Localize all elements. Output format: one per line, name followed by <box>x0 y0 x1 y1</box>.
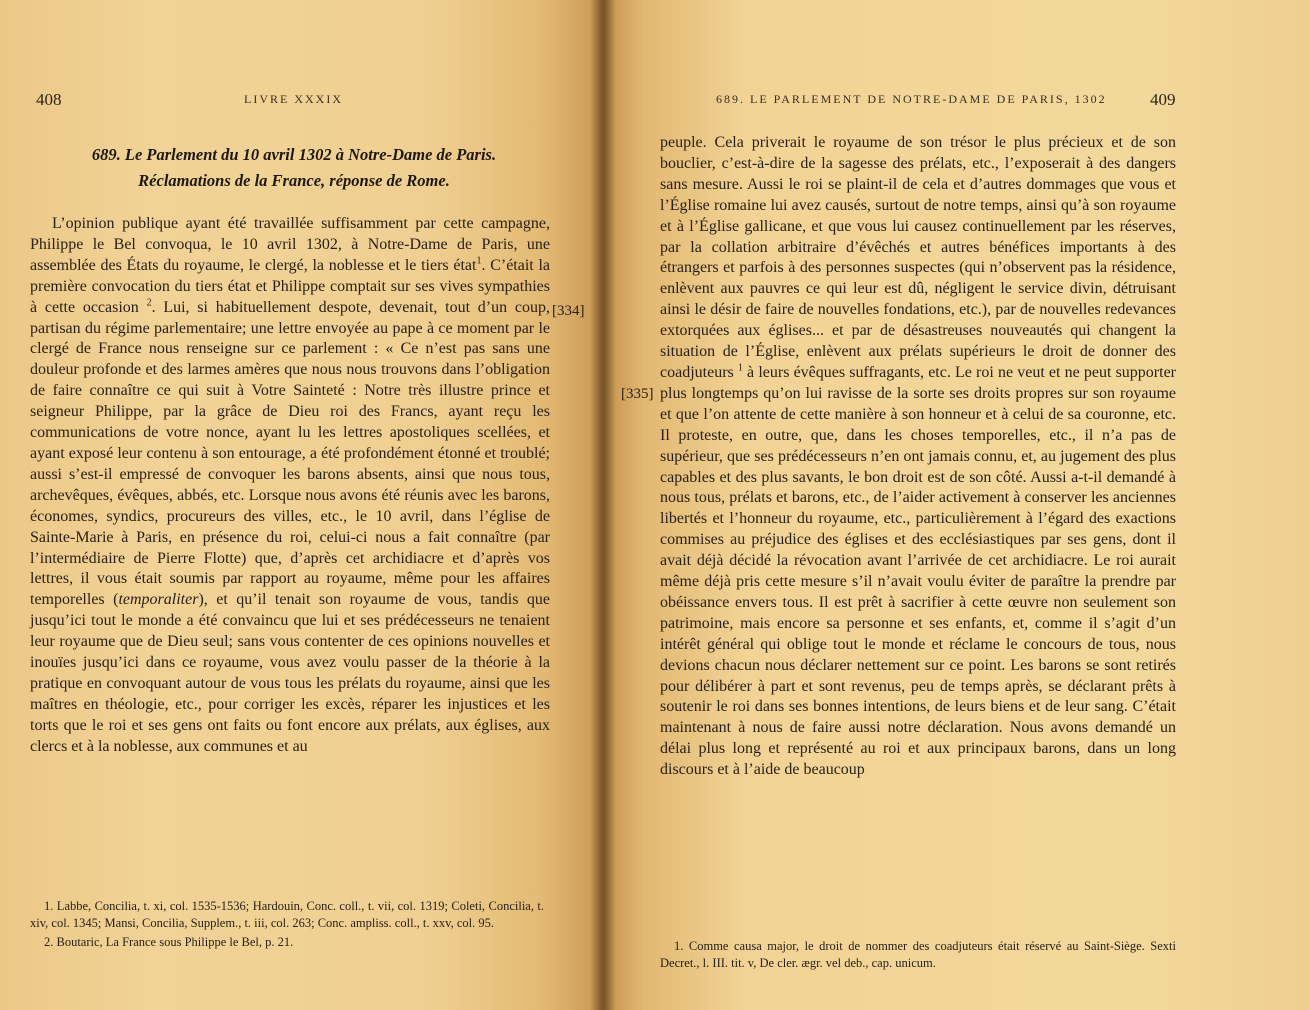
right-footnotes <box>660 938 1176 972</box>
left-body-part2: . C’était la première convocation du tiers état et Philippe comptait sur ses vives sympathies à cette occasion <box>30 256 551 316</box>
right-body-part1: peuple. Cela priverait le royaume de son trésor le plus précieux et de son bouclier, c’est-à-dire de la sagesse des prélats, etc., l’exposerait à des dangers sans mesure. Aussi le roi se plaint-il de cela et d’autres dommages que vous et l’Église romaine lui avez causés, surtout de notre temps, ainsi qu’à son royaume et à l’Église gallicane, et que vous lui causez continuellement par les réserves, par la collation arbitraire d’évêchés et autres bénéfices importants à des étrangers et parfois à des personnes suspectes (qui n’observent pas la résidence, enlèvent aux pauvres ce qui leur est dû, négligent le service divin, détruisant ainsi le désir de faire de nouvelles fondations, etc.), par de nouvelles redevances extorquées aux églises... et par de désastreuses nouveautés qui changent la situation de l’Église, enlèvent aux prélats supérieurs le droit de donner des coadjuteurs <box>660 134 1176 381</box>
right-page-number: 409 <box>1150 90 1176 109</box>
left-body-part1: L’opinion publique ayant été travaillée suffisamment par cette campagne, Philippe le Bel convoqua, le 10 avril 1302, à Notre-Dame de Paris, une assemblée des États du royaume, le clergé, la noblesse et le tiers état <box>30 215 550 274</box>
footnote-2: 2. Boutaric, La France sous Philippe le Bel, p. 21. <box>44 935 294 949</box>
margin-marker-335: [335] <box>621 386 654 402</box>
left-body-text <box>30 214 550 758</box>
left-running-head: LIVRE XXXIX <box>244 92 343 106</box>
right-body-text <box>660 133 1176 781</box>
left-page-number: 408 <box>36 90 62 109</box>
right-body-part2: à leurs évêques suffragants, etc. Le roi ne veut et ne peut supporter plus longtemps qu’on lui ravisse de la sorte ses droits propres sur son royaume et que l’on attente de cette manière à son honneur et à celui de sa couronne, etc. Il proteste, en outre, que, dans les choses temporelles, etc., il n’a pas de supérieur, que ses prédécesseurs n’en ont jamais connu, et, au jugement des plus capables et des plus savants, le bon droit est de son côté. Aussi a-t-il demandé à nous tous, prélats et barons, etc., de l’aider activement à conserver les anciennes libertés et l’honneur du royaume, etc., particulièrement à l’égard des exactions commises au préjudice des églises et des ecclésiastiques par ses gens, dont il avait déjà décidé la révocation avant l’arrivée de cet archidiacre. Le roi aurait même déjà pris cette mesure s’il n’avait voulu éviter de paraître la prendre par obéissance envers tous. Il est prêt à sacrifier à cette œuvre non seulement son patrimoine, mais encore sa personne et ses enfants, et, comme il s’agit d’un intérêt général qui oblige tout le monde et réclame le concours de tous, nous devions chacun nous déclarer nettement sur ce point. Les barons se sont retirés pour délibérer à part et sont revenus, peu de temps après, se déclarant prêts à soutenir le roi dans ses bonnes intentions, de leurs biens et de leur sang. C’était maintenant à nous de faire aussi notre déclaration. Nous avons demandé un délai plus long et représenté au roi et aux principaux barons, dans un long discours et à l’aide de beaucoup <box>660 363 1176 779</box>
section-title <box>36 142 552 194</box>
left-paragraph <box>30 214 550 758</box>
right-paragraph <box>660 133 1176 781</box>
margin-marker-334: [334] <box>552 303 585 319</box>
left-body-part4: ), et qu’il tenait son royaume de vous, tandis que jusqu’ici tout le monde a été convaincu que lui et ses prédécesseurs ne tenaient leur royaume que de Dieu seul; sans vous contenter de ces opinions nouvelles et inouïes jusqu’ici dans ce royaume, vous avez voulu passer de la théorie à la pratique en convoquant autour de vous tous les prélats du royaume, ainsi que les maîtres en théologie, etc., pour corriger les excès, réparer les injustices et les torts que le roi et ses gens ont faits ou font encore aux prélats, aux églises, aux clercs et à la noblesse, aux communes et au <box>30 591 551 755</box>
left-footnotes <box>30 898 544 951</box>
left-body-italic: temporaliter <box>118 591 199 609</box>
right-running-head: 689. LE PARLEMENT DE NOTRE-DAME DE PARIS, 1302 <box>716 92 1107 106</box>
left-body-part3: . Lui, si habituellement despote, devenait, tout d’un coup, partisan du régime parlementaire; une lettre envoyée au pape à ce moment par le clergé de France nous renseigne sur ce parlement : « Ce n’est pas sans une douleur profonde et des larmes amères que nous nous trouvons dans l’obligation de faire connaître ce qui suit à Votre Sainteté : Notre très illustre prince et seigneur Philippe, par la grâce de Dieu roi des Francs, ayant reçu les communications de votre nonce, ayant lu les lettres apostoliques scellées, et ayant exposé leur contenu à son entourage, a été profondément étonné et troublé; aussi s’est-il empressé de convoquer les barons absents, ainsi que nous tous, archevêques, évêques, abbés, etc. Lorsque nous avons été réunis avec les barons, économes, syndics, procureurs des villes, etc., le 10 avril, dans l’église de Sainte-Marie à Paris, en présence du roi, celui-ci nous a fait connaître (par l’intermédiaire de Pierre Flotte) que, d’après cet archidiacre et d’après vos lettres, il vous était soumis par rapport au royaume, même pour les affaires temporelles ( <box>30 298 551 609</box>
section-title-line1: 689. Le Parlement du 10 avril 1302 à Notre-Dame de Paris. <box>91 145 497 164</box>
section-title-line2: Réclamations de la France, réponse de Rome. <box>138 171 450 190</box>
book-gutter <box>590 0 616 1010</box>
footnote-1: 1. Labbe, Concilia, t. xi, col. 1535-1536; Hardouin, Conc. coll., t. vii, col. 1319; Coleti, Concilia, t. xiv, col. 1345; Mansi, Concilia, Supplem., t. iii, col. 263; Conc. ampliss. coll., t. xxv, col. 95. <box>30 899 544 930</box>
footnote-ref-coadjuteurs: 1 <box>737 362 743 374</box>
footnote-ref-1: 1 <box>476 255 482 267</box>
right-page <box>602 0 1309 1010</box>
left-page <box>0 0 602 1010</box>
footnote-ref-2: 2 <box>146 297 152 309</box>
footnote-right-1: 1. Comme causa major, le droit de nommer des coadjuteurs était réservé au Saint-Siège. Sexti Decret., l. III. tit. v, De cler. ægr. vel deb., cap. unicum. <box>660 939 1176 970</box>
